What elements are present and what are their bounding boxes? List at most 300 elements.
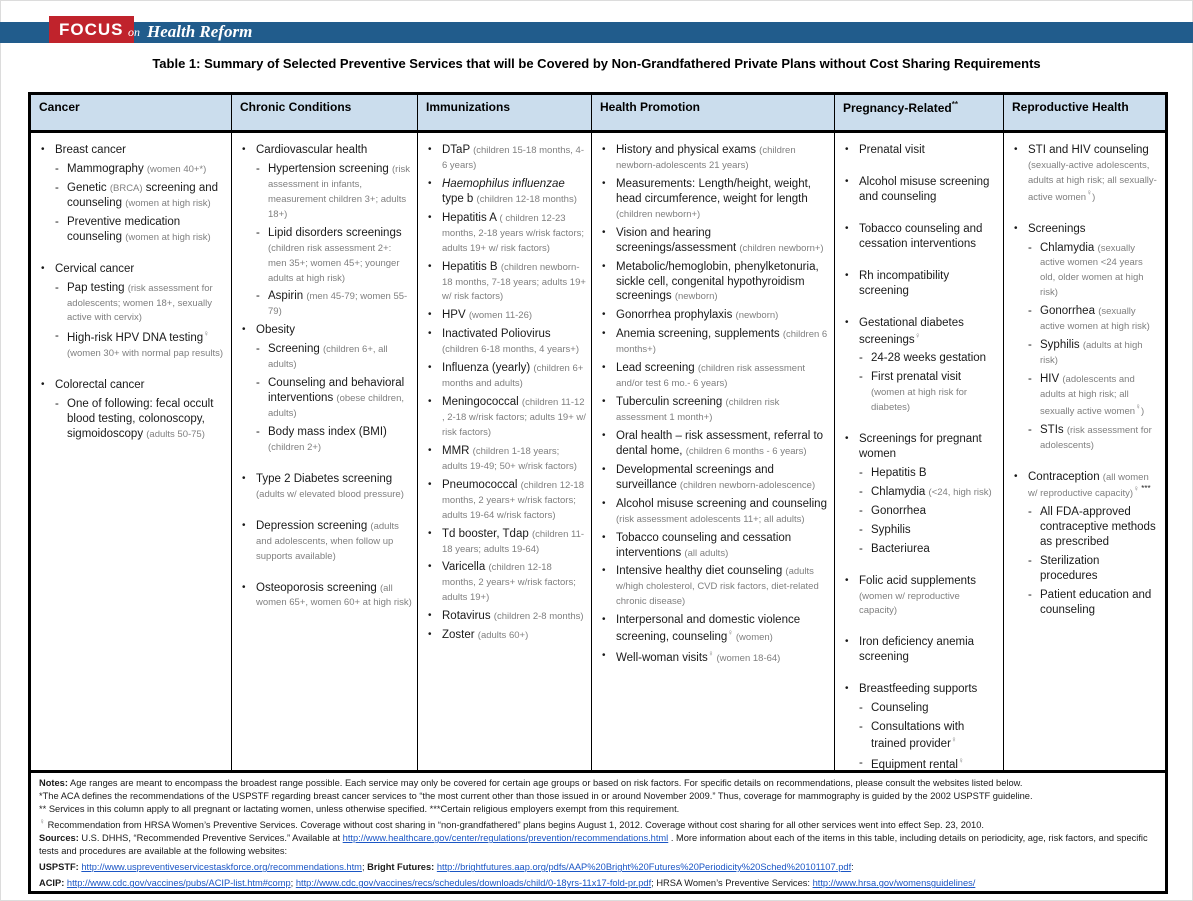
female-symbol: ♀ [950,735,957,745]
text-segment: Immunizations [426,100,511,114]
text-segment: (all adults) [684,547,729,559]
text-segment: Screenings for pregnant women [859,433,982,460]
service-item [1028,554,1160,584]
service-item [1028,338,1160,368]
preventive-services-table [28,92,1168,894]
column-cell-5 [834,133,1003,770]
service-item-text [55,143,226,158]
text-segment: Patient education and counseling [1040,588,1152,616]
text-segment: 24-28 weeks gestation [871,352,987,365]
service-item [426,327,586,357]
text-segment: Osteoporosis screening [256,581,381,594]
text-segment: Meningococcal [442,396,522,409]
text-segment: (children 15-18 months, 4-6 years) [442,145,584,171]
service-item-text [442,361,586,391]
item-gap [843,419,998,432]
bullet-marker: • [602,396,606,408]
service-item [426,527,586,557]
text-segment: (children 6+ months and adults) [442,363,584,390]
text-segment: Td booster, Tdap [442,527,532,540]
text-segment: (obese children, adults) [268,393,405,419]
text-segment: Contraception [1028,470,1103,483]
text-segment: Reproductive Health [1012,100,1129,114]
service-item [859,701,998,716]
bullet-marker: • [242,519,246,531]
dash-marker: - [1028,305,1032,318]
service-item [1012,222,1160,237]
item-gap [843,561,998,574]
bullet-marker: • [428,328,432,340]
text-segment: ** Services in this column apply to all pregnant or lactating women, unless otherwise specified. ***Certain religious employers exempt from this requirement. [39,804,680,815]
dash-marker: - [859,504,863,517]
service-item [1028,304,1160,334]
text-segment: Cancer [39,100,80,114]
female-symbol: ♀ [1135,401,1142,411]
service-item [426,143,586,173]
bullet-marker: • [428,610,432,622]
text-segment: Consultations with trained provider [871,721,965,750]
column-header-5 [834,95,1003,130]
item-gap [1012,209,1160,222]
bullet-marker: • [428,211,432,223]
service-item-text [616,649,829,666]
dash-marker: - [1028,506,1032,519]
table-header-row [31,95,1165,133]
bullet-marker: • [242,324,246,336]
text-segment: (BRCA) [109,182,143,194]
text-segment: Breast cancer [55,144,126,156]
text-segment: *The ACA defines the recommendations of the USPSTF regarding breast cancer services to “the most current other than those issued in or around November 2009.” Thus, coverage for mammography is guided by the 2002 USPSTF guideline. [39,791,1033,802]
service-item [843,682,998,697]
text-segment: (children newborn-18 months, 7-18 years; adults 19+ w/ risk factors) [442,261,586,303]
text-segment: (children 11-12 , 2-18 w/risk factors; adults 19+ w/ risk factors) [442,397,586,438]
bullet-marker: • [845,269,849,281]
bullet-marker: • [845,574,849,586]
service-item [426,444,586,474]
service-item [240,581,412,611]
text-segment: (children newborn+) [739,242,824,254]
service-item-text [859,222,998,252]
text-segment: Syphilis [871,523,911,536]
dash-marker: - [859,702,863,715]
text-segment: Chlamydia [1040,241,1098,254]
service-item [859,466,998,481]
service-item [426,609,586,624]
item-gap [240,459,412,472]
service-item-text [1028,143,1160,205]
bullet-marker: • [602,260,606,272]
bullet-marker: • [845,222,849,234]
service-item-text [859,175,998,205]
text-segment: Cardiovascular health [256,144,368,156]
text-segment: : [851,862,854,873]
item-gap [39,365,226,378]
text-segment: Recommendation from HRSA Women’s Preventive Services. Coverage without cost sharing in “non-grandfathered” plans begins August 1, 2012. Coverage without cost sharing for all other services went into effect Sep. 23, 2010. [45,820,984,831]
text-segment: Lead screening [616,362,698,375]
text-segment: (adults w/ elevated blood pressure) [256,488,404,500]
dash-marker: - [55,181,59,194]
service-item [1028,588,1160,618]
service-item-text [616,463,829,493]
service-item [55,181,226,211]
column-header-4 [591,95,834,130]
item-gap [843,162,998,175]
service-item [859,523,998,538]
tagline-main: Health Reform [147,22,253,41]
note-link[interactable]: http://www.cdc.gov/vaccines/recs/schedules/downloads/child/0-18yrs-11x17-fold-pr.pdf [295,878,652,889]
text-segment: Notes: [39,778,68,788]
dash-marker: - [859,721,863,734]
service-item [600,143,829,173]
note-line-3 [39,803,1157,816]
text-segment: Health Promotion [600,100,701,114]
text-segment: (children risk assessment 1 month+) [616,397,780,423]
service-item-text [1040,505,1160,550]
bullet-marker: • [602,362,606,374]
text-segment: STIs [1040,423,1067,436]
service-item-text [1040,423,1160,453]
service-item-text [1028,222,1160,237]
footnote-marker: *** [1139,484,1151,494]
text-segment: (all women w/ reproductive capacity) [1028,471,1149,500]
text-segment: Breastfeeding supports [859,683,978,696]
service-item [256,376,412,421]
service-item-text [871,485,998,500]
service-item-text [859,432,998,462]
text-segment: Bright Futures: [367,862,437,873]
text-segment: (women at high risk) [125,231,211,243]
text-segment: Colorectal cancer [55,379,145,392]
note-link[interactable]: http://www.cdc.gov/vaccines/pubs/ACIP-list.htm#comp [66,878,291,889]
service-item-text [871,756,998,770]
dash-marker: - [1028,373,1032,386]
text-segment: Lipid disorders screenings [268,226,402,239]
text-segment: High-risk HPV DNA testing [67,332,204,345]
bullet-marker: • [602,565,606,577]
service-item-text [67,329,226,361]
text-segment: Gestational diabetes screenings [859,316,964,346]
table-title: Table 1: Summary of Selected Preventive Services that will be Covered by Non-Grandfathered Private Plans without Cost Sharing Requirements [152,56,1041,71]
service-item-text [442,327,586,357]
text-segment: Mammography [67,162,147,175]
text-segment: Age ranges are meant to encompass the broadest range possible. Each service may only be covered for certain age groups or based on risk factors. For specific details on recommendations, please consult the websites listed below. [67,778,1023,788]
bullet-marker: • [242,472,246,484]
text-segment: (women 11-26) [468,310,533,322]
bullet-marker: • [428,362,432,374]
text-segment: (women 30+ with normal pap results) [67,348,224,360]
column-cell-2 [231,133,417,770]
service-item [600,613,829,645]
service-item-text [256,143,412,158]
text-segment: screening and counseling [67,181,219,209]
service-item [859,720,998,752]
female-symbol: ♀ [39,817,45,827]
note-line-2 [39,790,1157,803]
service-item-text [871,720,998,752]
dash-marker: - [1028,555,1032,568]
text-segment: DTaP [442,144,474,156]
female-symbol: ♀ [203,329,210,339]
text-segment: (adults at high risk) [1040,340,1143,367]
note-link[interactable]: http://www.healthcare.gov/center/regulations/prevention/recommendations.html [342,833,669,844]
female-symbol: ♀ [914,330,921,340]
service-item [256,425,412,455]
service-item-text [442,527,586,557]
dash-marker: - [859,371,863,384]
service-item [600,531,829,561]
text-segment: Alcohol misuse screening and counseling [616,497,827,510]
bullet-marker: • [428,527,432,539]
text-segment: (sexually active women at high risk) [1040,306,1150,333]
service-item-text [442,478,586,523]
service-item-text [871,701,998,716]
female-symbol: ♀ [707,648,714,658]
service-item-text [442,143,586,173]
text-segment: (men 45-79; women 55-79) [268,291,408,318]
service-item-text [1040,588,1160,618]
service-item [240,472,412,502]
text-segment: (women at high risk) [125,197,211,209]
bullet-marker: • [845,683,849,695]
column-cell-6 [1003,133,1165,770]
bullet-marker: • [1014,144,1018,155]
dash-marker: - [256,377,260,390]
text-segment: type b [442,192,477,205]
dash-marker: - [1028,339,1032,352]
text-segment: ) [1092,191,1096,203]
item-gap [39,249,226,262]
bullet-marker: • [242,581,246,593]
text-segment: Body mass index (BMI) [268,425,387,438]
service-item-text [616,395,829,425]
text-segment: Aspirin [268,290,307,303]
service-item-text [268,162,412,222]
service-item [55,397,226,442]
service-item [1028,505,1160,550]
text-segment: Gonorrhea prophylaxis [616,309,736,322]
service-item-text [1028,470,1160,502]
text-segment: (women 40+*) [146,163,207,175]
bullet-marker: • [428,629,432,641]
note-link[interactable]: http://www.hrsa.gov/womensguidelines/ [812,878,976,889]
service-item [426,628,586,643]
text-segment: Chlamydia [871,485,929,498]
text-segment: (children 2-8 months) [493,611,584,623]
text-segment: Rotavirus [442,610,494,623]
bullet-marker: • [428,144,432,155]
service-item-text [871,351,998,366]
text-segment: (children 2+) [268,441,322,453]
bullet-marker: • [428,561,432,573]
service-item [240,143,412,158]
service-item [1028,241,1160,301]
text-segment: Hepatitis B [442,260,501,273]
tagline-pre: on [128,24,140,39]
service-item-text [442,628,586,643]
service-item [600,429,829,459]
bullet-marker: • [602,463,606,475]
service-item-text [55,262,226,277]
text-segment: Counseling [871,702,929,715]
text-segment: (children 6 months - 6 years) [685,445,807,457]
text-segment: Preventive medication counseling [67,215,181,243]
text-segment: (children 1-18 years; adults 19-49; 50+ w/risk factors) [442,445,577,472]
text-segment: (all women 65+, women 60+ at high risk) [256,582,412,609]
service-item-text [67,162,226,177]
bullet-marker: • [845,433,849,445]
service-item [600,226,829,256]
service-item-text [1040,338,1160,368]
text-segment: Obesity [256,324,295,337]
text-segment: Measurements: Length/height, weight, head circumference, weight for length [616,177,811,205]
text-segment: Iron deficiency anemia screening [859,636,975,664]
text-segment: Influenza (yearly) [442,362,534,375]
dash-marker: - [859,466,863,479]
text-segment: (children newborn-adolescence) [679,479,816,491]
text-segment: (sexually active women <24 years old, older women at high risk) [1040,242,1144,299]
service-item-text [268,289,412,319]
notes-section [31,770,1165,891]
text-segment: ) [1141,405,1145,417]
text-segment: Prenatal visit [859,144,925,156]
dash-marker: - [859,485,863,498]
service-item [426,211,586,256]
dash-marker: - [859,352,863,365]
dash-marker: - [256,343,260,356]
text-segment: Hypertension screening [268,162,393,175]
text-segment: Pregnancy-Related [843,101,952,115]
text-segment: Tobacco counseling and cessation interventions [859,222,983,250]
text-segment: History and physical exams [616,144,760,156]
text-segment: . More information about each of the items in this table, including details on periodicity, age, risk factors, and specific tests and procedures are available at the following websites: [39,833,1148,857]
service-item [843,222,998,252]
bullet-marker: • [41,262,45,274]
service-item-text [871,466,998,481]
service-item-text [1040,241,1160,301]
service-item [600,308,829,323]
service-item-text [1040,554,1160,584]
text-segment: Zoster [442,629,478,642]
footnote-marker: ** [951,100,958,109]
text-segment: (children newborn+) [616,208,701,220]
female-symbol: ♀ [1086,187,1093,197]
service-item-text [67,215,226,245]
text-segment: Screenings [1028,222,1086,235]
service-item-text [859,682,998,697]
text-segment: Metabolic/hemoglobin, phenylketonuria, sickle cell, congenital hypothyroidism screenings [616,260,819,303]
dash-marker: - [256,162,260,175]
text-segment: (sexually-active adolescents, adults at high risk; all sexually-active women [1028,159,1157,203]
bullet-marker: • [41,144,45,155]
service-item-text [616,497,829,527]
service-item-text [442,395,586,440]
note-link[interactable]: http://www.uspreventiveservicestaskforce.org/recommendations.htm [81,862,362,873]
column-cell-1 [31,133,231,770]
text-segment: (women 18-64) [713,652,781,664]
text-segment: Equipment rental [871,758,958,770]
text-segment: Vision and hearing screenings/assessment [616,226,740,254]
dash-marker: - [256,425,260,438]
text-segment: Sterilization procedures [1040,555,1100,582]
bullet-marker: • [242,144,246,155]
service-item [426,478,586,523]
service-item [843,175,998,205]
bullet-marker: • [602,226,606,238]
service-item [39,262,226,277]
text-segment: (newborn) [735,310,779,322]
bullet-marker: • [41,379,45,391]
dash-marker: - [55,398,59,411]
text-segment: Chronic Conditions [240,100,352,114]
item-gap [843,256,998,269]
service-item-text [442,308,586,323]
column-cell-4 [591,133,834,770]
text-segment: (adults 60+) [477,630,529,642]
bullet-marker: • [845,175,849,187]
item-gap [240,568,412,581]
dash-marker: - [1028,241,1032,254]
service-item [55,281,226,326]
service-item-text [859,574,998,619]
service-item-text [1040,304,1160,334]
text-segment: Oral health – risk assessment, referral to dental home, [616,429,824,457]
note-line-4 [39,816,1157,832]
service-item [843,269,998,299]
dash-marker: - [1028,588,1032,601]
female-symbol: ♀ [1133,484,1140,494]
bullet-marker: • [428,177,432,189]
text-segment: Tuberculin screening [616,396,726,409]
text-segment: (children 12-18 months, 2 years+ w/risk factors; adults 19+) [442,562,576,604]
text-segment: (children 12-18 months) [476,193,577,205]
service-item-text [442,609,586,624]
service-item [426,177,586,207]
text-segment: Pneumococcal [442,478,521,491]
text-segment: Gonorrhea [871,504,926,517]
service-item [256,342,412,372]
service-item [39,378,226,393]
banner-tagline [128,20,252,44]
text-segment: ( children 12-23 months, 2-18 years w/risk factors; adults 19+ w/ risk factors) [442,212,585,254]
service-item-text [256,323,412,338]
service-item [843,143,998,158]
service-item-text [871,504,998,519]
text-segment: (risk assessment adolescents 11+; all adults) [616,513,805,525]
column-header-3 [417,95,591,130]
service-item-text [616,613,829,645]
text-segment: Counseling and behavioral interventions [268,377,405,405]
service-item-text [616,361,829,391]
bullet-marker: • [602,429,606,441]
text-segment: HIV [1040,373,1063,386]
item-gap [240,506,412,519]
text-segment: Depression screening [256,519,371,532]
text-segment: Bacteriurea [871,542,930,555]
text-segment: ; HRSA Women’s Preventive Services: [651,878,813,889]
bullet-marker: • [845,636,849,648]
text-segment: Cervical cancer [55,262,135,275]
service-item [600,395,829,425]
text-segment: Inactivated Poliovirus [442,328,551,341]
note-link[interactable]: http://brightfutures.aap.org/pdfs/AAP%20Bright%20Futures%20Periodicity%20Sched%20101107.pdf [436,862,852,873]
service-item-text [442,560,586,605]
item-gap [843,622,998,635]
service-item [843,432,998,462]
text-segment: Syphilis [1040,339,1083,352]
service-item [426,308,586,323]
text-segment: (newborn) [674,291,718,303]
dash-marker: - [55,215,59,228]
